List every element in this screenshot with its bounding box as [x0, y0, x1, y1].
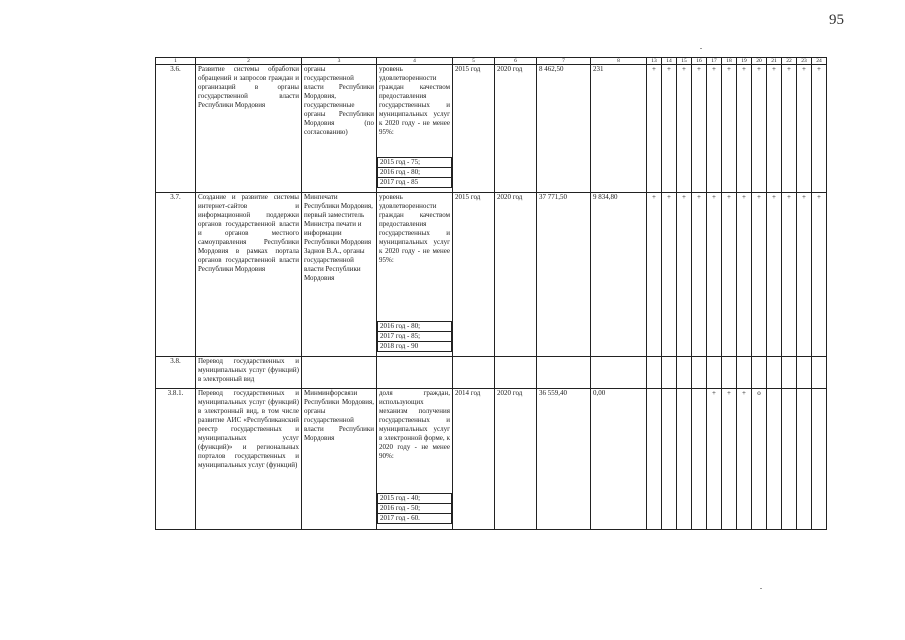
table-row: [156, 193, 827, 357]
column-number: 18: [722, 58, 737, 65]
column-number: 4: [377, 58, 453, 65]
column-number: 24: [812, 58, 827, 65]
mark: +: [752, 193, 767, 357]
mark: +: [692, 65, 707, 193]
page-number: 95: [829, 12, 844, 28]
indicator-year: 2016 год - 80;: [378, 167, 451, 177]
end-year: 2020 год: [495, 389, 537, 530]
indicator-year: 2018 год - 90: [378, 341, 451, 351]
mark: +: [662, 65, 677, 193]
program-table: [155, 57, 827, 530]
mark: +: [782, 65, 797, 193]
indicator-text: доля граждан, использующих механизм получения государственных и муниципальных услуг в электронной форме, к 2020 году - не менее 90%:: [379, 389, 450, 460]
mark: [662, 389, 677, 530]
indicator-year: 2017 год - 85;: [378, 331, 451, 341]
executor: Минминфорсвязи Республики Мордовия, органы государственной власти Республики Мордовия: [302, 389, 377, 530]
mark: +: [707, 389, 722, 530]
column-number: 13: [647, 58, 662, 65]
column-number: 8: [591, 58, 647, 65]
empty-cell: [591, 357, 647, 389]
amount2: 0,00: [591, 389, 647, 530]
empty-cell: [537, 357, 591, 389]
mark: +: [737, 65, 752, 193]
indicator-year: 2016 год - 80;: [380, 322, 421, 330]
empty-cell: [453, 357, 495, 389]
end-year: 2020 год: [495, 65, 537, 193]
end-year: 2020 год: [495, 193, 537, 357]
empty-cell: [767, 357, 782, 389]
amount: 36 559,40: [537, 389, 591, 530]
mark: +: [722, 193, 737, 357]
mark: +: [767, 193, 782, 357]
row-number: 3.8.1.: [156, 389, 196, 530]
mark: +: [812, 193, 827, 357]
column-number: 21: [767, 58, 782, 65]
empty-cell: [302, 357, 377, 389]
amount2: 231: [591, 65, 647, 193]
column-number: 1: [156, 58, 196, 65]
indicator-text: уровень удовлетворенности граждан качеством предоставления государственных и муниципальных услуг к 2020 году - не менее 95%:: [379, 65, 450, 136]
start-year: 2014 год: [453, 389, 495, 530]
row-number: 3.8.: [156, 357, 196, 389]
indicator-text: уровень удовлетворенности граждан качеством предоставления государственных и муниципальных услуг к 2020 году - не менее 95%:: [379, 193, 450, 264]
mark: +: [677, 193, 692, 357]
mark: [677, 389, 692, 530]
row-number: 3.7.: [156, 193, 196, 357]
empty-cell: [722, 357, 737, 389]
empty-cell: [707, 357, 722, 389]
indicator-year: 2016 год - 50;: [378, 503, 451, 513]
mark: +: [707, 65, 722, 193]
empty-cell: [797, 357, 812, 389]
mark: +: [782, 193, 797, 357]
activity-name: Перевод государственных и муниципальных услуг (функций) в электронный вид, в том числе развитие АИС «Республиканский реестр государственных и муниципальных услуг (функций)» и региональных порталов государственных и муниципальных услуг (функций): [196, 389, 302, 530]
mark: +: [722, 65, 737, 193]
mark: +: [767, 65, 782, 193]
indicator-year: 2015 год - 40;: [380, 494, 421, 502]
column-number: 23: [797, 58, 812, 65]
start-year: 2015 год: [453, 65, 495, 193]
executor: Минпечати Республики Мордовия, первый заместитель Министра печати и информации Республики Мордовия Заднов В.А., органы государственной власти Республики Мордовия: [302, 193, 377, 357]
empty-cell: [377, 357, 453, 389]
empty-cell: [812, 357, 827, 389]
mark: +: [737, 193, 752, 357]
mark: +: [722, 389, 737, 530]
column-number: 14: [662, 58, 677, 65]
mark: [797, 389, 812, 530]
scan-speck: [760, 588, 762, 589]
activity-name: Создание и развитие системы интернет-сайтов и информационной поддержки органов государственной власти и органов местного самоуправления Республики Мордовия в рамках портала органов государственной власти Республики Мордовия: [196, 193, 302, 357]
activity-name: Перевод государственных и муниципальных услуг (функций) в электронный вид: [196, 357, 302, 389]
column-number: 7: [537, 58, 591, 65]
indicator-cell: [377, 193, 453, 357]
empty-cell: [495, 357, 537, 389]
scan-speck: [700, 48, 702, 49]
column-number: 19: [737, 58, 752, 65]
empty-cell: [752, 357, 767, 389]
mark: [647, 389, 662, 530]
column-number: 3: [302, 58, 377, 65]
empty-cell: [782, 357, 797, 389]
start-year: 2015 год: [453, 193, 495, 357]
indicator-cell: [377, 389, 453, 530]
mark: [812, 389, 827, 530]
column-number-header: [156, 58, 827, 65]
mark: +: [707, 193, 722, 357]
mark: +: [797, 193, 812, 357]
empty-cell: [662, 357, 677, 389]
mark: +: [737, 389, 752, 530]
column-number: 2: [196, 58, 302, 65]
column-number: 15: [677, 58, 692, 65]
column-number: 16: [692, 58, 707, 65]
mark: [692, 389, 707, 530]
table-row: [156, 357, 827, 389]
mark: +: [812, 65, 827, 193]
table-row: [156, 65, 827, 193]
empty-cell: [677, 357, 692, 389]
mark: [767, 389, 782, 530]
indicator-cell: [377, 65, 453, 193]
indicator-years: [377, 157, 452, 188]
table-row: [156, 389, 827, 530]
amount: 8 462,50: [537, 65, 591, 193]
indicator-year: 2017 год - 85: [378, 177, 451, 187]
empty-cell: [647, 357, 662, 389]
column-number: 6: [495, 58, 537, 65]
mark: +: [752, 65, 767, 193]
mark: +: [797, 65, 812, 193]
mark: +: [677, 65, 692, 193]
empty-cell: [692, 357, 707, 389]
mark: +: [692, 193, 707, 357]
column-number: 22: [782, 58, 797, 65]
indicator-years: [377, 321, 452, 352]
mark: +: [647, 193, 662, 357]
activity-name: Развитие системы обработки обращений и запросов граждан и организаций в органы государственной власти Республики Мордовия: [196, 65, 302, 193]
executor: органы государственной власти Республики Мордовия, государственные органы Республики Мордовия (по согласованию): [302, 65, 377, 193]
empty-cell: [737, 357, 752, 389]
column-number: 17: [707, 58, 722, 65]
mark: о: [752, 389, 767, 530]
indicator-year: 2017 год - 60.: [378, 513, 451, 523]
column-number: 20: [752, 58, 767, 65]
mark: +: [647, 65, 662, 193]
mark: +: [662, 193, 677, 357]
column-number: 5: [453, 58, 495, 65]
row-number: 3.6.: [156, 65, 196, 193]
amount: 37 771,50: [537, 193, 591, 357]
amount2: 9 834,80: [591, 193, 647, 357]
indicator-years: [377, 493, 452, 524]
mark: [782, 389, 797, 530]
indicator-year: 2015 год - 75;: [380, 158, 421, 166]
